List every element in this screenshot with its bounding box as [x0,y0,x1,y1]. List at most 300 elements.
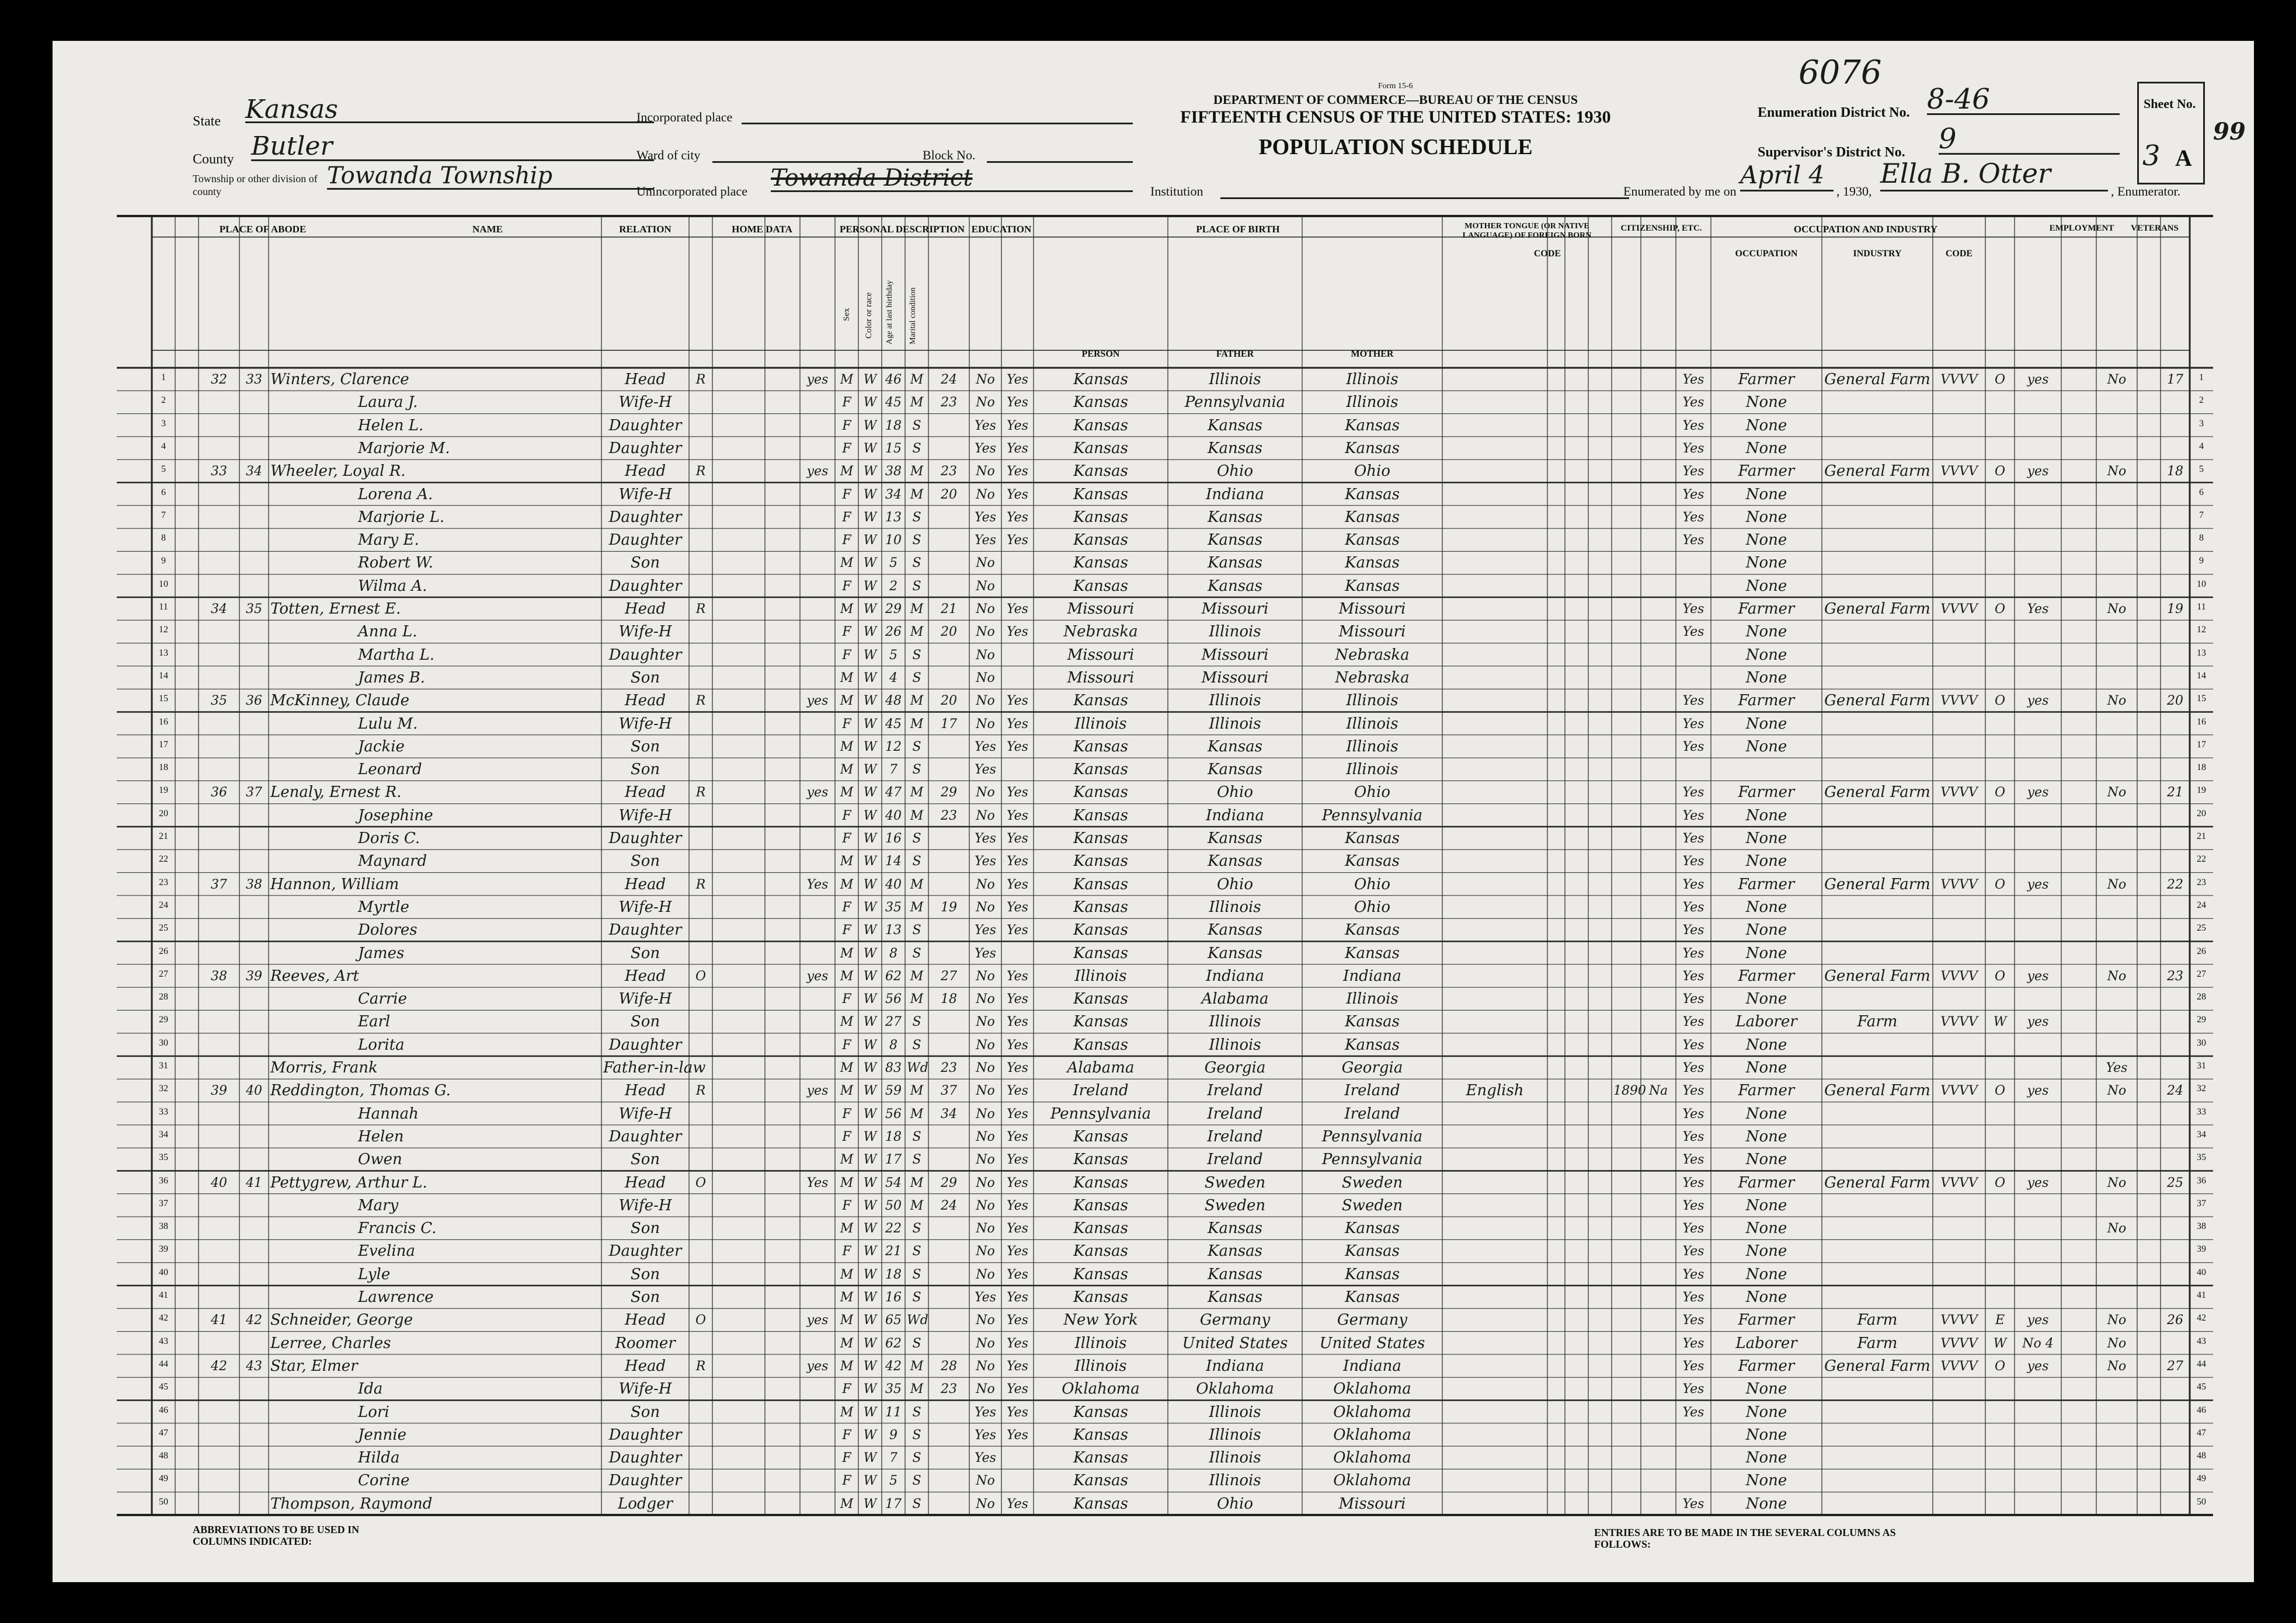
cell-farm: 21 [2167,785,2183,800]
cell-name: Lerree, Charles [270,1334,391,1352]
line-number: 28 [159,992,168,1002]
institution-label: Institution [1150,184,1203,198]
cell-cw: W [1993,1015,2007,1030]
cell-pob: Kansas [1073,944,1128,962]
line-number-right: 24 [2197,900,2206,910]
cell-sch: Yes [975,946,996,961]
cell-mpob: Kansas [1345,1265,1400,1283]
cell-mpob: Kansas [1345,1013,1400,1031]
cell-mpob: Pennsylvania [1321,1127,1423,1145]
cell-eng: Yes [1682,1359,1704,1374]
cell-eng: Yes [1682,441,1704,456]
cell-age: 5 [889,647,897,663]
line-number: 35 [159,1152,168,1163]
cell-ind: General Farm [1824,1357,1930,1375]
cell-age: 22 [885,1221,902,1237]
cell-mar: S [912,1152,921,1168]
cell-pob: Kansas [1073,806,1128,824]
cell-eng: Yes [1682,969,1704,984]
cell-age: 16 [885,831,902,846]
table-row [53,1171,2254,1194]
abbreviations-title: ABBREVIATIONS TO BE USED IN COLUMNS INDICATED: [193,1524,360,1547]
cell-sex: M [840,694,854,709]
cell-read: Yes [1007,418,1028,433]
cell-radio: yes [806,464,829,479]
line-number-right: 15 [2197,694,2206,704]
cell-emp: yes [2027,969,2049,984]
cell-mpob: Ohio [1354,875,1391,893]
cell-mpob: Indiana [1343,967,1401,985]
cell-mar: S [912,1244,921,1259]
cell-radio: Yes [806,877,829,892]
cell-rel: Son [630,1013,660,1031]
cell-vet: No [2107,602,2127,617]
cell-sch: Yes [975,739,996,754]
cell-radio: yes [806,785,829,800]
cell-age: 18 [885,418,902,433]
cell-read: Yes [1007,625,1028,640]
cell-rel: Head [624,1357,666,1375]
cell-mpob: Kansas [1345,531,1400,549]
cell-fpob: Illinois [1209,715,1261,733]
cell-race: W [863,716,877,732]
cell-fpob: Kansas [1208,508,1262,526]
cell-age: 54 [885,1175,902,1190]
table-row [53,528,2254,551]
cell-race: W [863,1451,877,1466]
table-row [53,987,2254,1010]
table-row [53,1377,2254,1400]
cell-mar: S [912,647,921,663]
cell-occ: Laborer [1735,1013,1797,1031]
cell-rel: Wife-H [618,715,672,733]
cell-sex: M [840,739,854,754]
cell-read: Yes [1007,900,1028,915]
table-row [53,437,2254,459]
group-place-of-abode: PLACE OF ABODE [219,224,307,235]
cell-read: Yes [1007,533,1028,548]
cell-sch: No [976,808,995,823]
cell-mpob: Kansas [1345,485,1400,503]
cell-read: Yes [1007,1359,1028,1374]
cell-name: Wilma A. [358,577,427,595]
cell-name: Hilda [358,1449,400,1467]
line-number-right: 10 [2197,579,2206,589]
cell-age: 27 [885,1015,902,1030]
cell-farm: 26 [2167,1313,2183,1328]
line-number-right: 7 [2199,510,2204,520]
line-number: 16 [159,716,168,727]
cell-read: Yes [1007,441,1028,456]
cell-occ: None [1745,1105,1787,1123]
cell-mpob: Oklahoma [1333,1472,1411,1490]
cell-read: Yes [1007,602,1028,617]
cell-race: W [863,647,877,663]
cell-eng: Yes [1682,372,1704,387]
cell-emp: yes [2027,464,2049,479]
cell-mpob: Sweden [1341,1173,1403,1192]
cell-fpob: Kansas [1208,554,1262,572]
table-row [53,620,2254,643]
cell-name: Reddington, Thomas G. [270,1082,451,1100]
cell-fpob: Germany [1199,1311,1271,1329]
cell-eng: Yes [1682,418,1704,433]
cell-fam: 41 [246,1175,262,1190]
group-citizenship: CITIZENSHIP, ETC. [1620,224,1702,233]
cell-agem: 23 [941,1061,957,1075]
line-number: 47 [159,1427,168,1438]
cell-read: Yes [1007,1037,1028,1053]
cell-age: 29 [885,602,902,617]
group-mother-tongue: MOTHER TONGUE (OR NATIVE LANGUAGE) OF FOREIGN BORN [1462,222,1592,240]
cell-vet: No [2107,785,2127,800]
cell-agem: 37 [941,1084,957,1099]
cell-sch: Yes [975,923,996,938]
cell-pob: Nebraska [1063,623,1138,641]
cell-radio: yes [806,1313,829,1328]
table-row [53,1056,2254,1079]
cell-sch: No [976,1336,995,1351]
line-number-right: 21 [2197,831,2206,841]
cell-mar: M [910,372,924,387]
cell-rel: Daughter [608,1242,682,1260]
table-row [53,1469,2254,1492]
line-number: 10 [159,579,168,589]
cell-eng: Yes [1682,992,1704,1007]
cell-name: Lorita [358,1036,405,1054]
cell-mpob: Pennsylvania [1321,806,1423,824]
department-heading: DEPARTMENT OF COMMERCE—BUREAU OF THE CENSUS [1213,92,1578,107]
cell-mpob: Missouri [1338,600,1406,618]
cell-fpob: Illinois [1209,1403,1261,1421]
cell-mpob: Missouri [1338,1495,1406,1513]
cell-fpob: Indiana [1206,806,1264,824]
cell-dw: 41 [211,1313,227,1328]
cell-fpob: Missouri [1201,668,1269,687]
cell-age: 7 [889,1451,897,1466]
cell-ind: General Farm [1824,1173,1930,1192]
cell-rel: Daughter [608,531,682,549]
cell-rel: Wife-H [618,623,672,641]
cell-fpob: Illinois [1209,623,1261,641]
cell-age: 8 [889,946,897,961]
cell-age: 48 [885,694,902,709]
cell-mpob: Illinois [1346,737,1399,755]
cell-eng: Yes [1682,1084,1704,1099]
cell-cw: O [1994,877,2006,892]
cell-name: Myrtle [358,898,409,916]
cell-age: 50 [885,1198,902,1213]
cell-race: W [863,1382,877,1397]
cell-fpob: Illinois [1209,1449,1261,1467]
table-row [53,1125,2254,1148]
cell-fpob: Kansas [1208,416,1262,434]
cell-race: W [863,1359,877,1374]
cell-mpob: Illinois [1346,715,1399,733]
line-number: 45 [159,1382,168,1392]
cell-age: 45 [885,395,902,410]
cell-name: Schneider, George [270,1311,413,1329]
cell-race: W [863,1175,877,1190]
cell-agem: 29 [941,785,957,800]
cell-ind: General Farm [1824,1082,1930,1100]
line-number: 4 [161,441,166,451]
line-number-right: 4 [2199,441,2204,451]
cell-sex: F [842,1427,851,1443]
cell-agem: 21 [941,602,957,617]
cell-rel: Son [630,761,660,779]
cell-read: Yes [1007,854,1028,869]
cell-mar: M [910,1106,924,1122]
line-number-right: 36 [2197,1175,2206,1186]
cell-age: 2 [889,579,897,594]
cell-farm: 20 [2167,694,2183,709]
cell-race: W [863,739,877,754]
table-row [53,804,2254,827]
cell-name: Owen [358,1151,402,1169]
cell-age: 13 [885,510,902,525]
line-number: 33 [159,1106,168,1117]
cell-age: 18 [885,1129,902,1144]
cell-fpob: Kansas [1208,1265,1262,1283]
cell-pob: Kansas [1073,393,1128,412]
table-row [53,758,2254,781]
cell-emp: yes [2027,1313,2049,1328]
line-number: 23 [159,877,168,887]
cell-fpob: Kansas [1208,531,1262,549]
cell-mar: S [912,556,921,571]
form-number: Form 15-6 [1378,82,1413,90]
line-number-right: 9 [2199,556,2204,566]
cell-emp: yes [2027,877,2049,892]
cell-rel: Roomer [615,1334,676,1352]
cell-race: W [863,418,877,433]
line-number-right: 33 [2197,1106,2206,1117]
cell-eng: Yes [1682,1037,1704,1053]
cell-vet: No [2107,877,2127,892]
cell-age: 21 [885,1244,902,1259]
cell-radio: yes [806,1359,829,1374]
cell-mpob: Ohio [1354,898,1391,916]
cell-mpob: Missouri [1338,623,1406,641]
cell-occ: None [1745,737,1787,755]
cell-pob: Kansas [1073,1472,1128,1490]
cell-farm: 18 [2167,464,2183,479]
cell-dw: 39 [211,1084,227,1099]
cell-rel: Wife-H [618,1380,672,1398]
cell-mpob: United States [1319,1334,1425,1352]
cell-fpob: Ireland [1207,1082,1263,1100]
cell-read: Yes [1007,487,1028,502]
cell-occ: None [1745,485,1787,503]
cell-cw: O [1994,1084,2006,1099]
line-number: 39 [159,1244,168,1255]
cell-race: W [863,1290,877,1305]
cell-rel: Head [624,462,666,480]
cell-sch: No [976,1359,995,1374]
cell-mar: S [912,946,921,961]
cell-race: W [863,579,877,594]
cell-rel: Son [630,554,660,572]
state-value: Kansas [245,95,654,123]
cell-read: Yes [1007,1129,1028,1144]
cell-race: W [863,923,877,938]
cell-pob: New York [1063,1311,1138,1329]
cell-race: W [863,441,877,456]
cell-emp: yes [2027,1015,2049,1030]
cell-pob: Kansas [1073,1265,1128,1283]
cell-sex: M [840,854,854,869]
cell-mar: S [912,739,921,754]
cell-fam: 36 [246,694,262,709]
line-number: 8 [161,533,166,544]
cell-agem: 20 [941,487,957,502]
cell-name: Evelina [358,1242,415,1260]
ward-label: Ward of city [636,148,701,162]
cell-mpob: Oklahoma [1333,1426,1411,1444]
cell-age: 59 [885,1084,902,1099]
cell-mar: S [912,533,921,548]
line-number-right: 26 [2197,946,2206,956]
cell-eng: Yes [1682,1313,1704,1328]
cell-occ: None [1745,1380,1787,1398]
cell-fpob: Illinois [1209,1036,1261,1054]
cell-sch: No [976,877,995,892]
cell-eng: Yes [1682,1152,1704,1168]
cell-sex: F [842,1451,851,1466]
cell-agem: 20 [941,625,957,640]
cell-age: 40 [885,808,902,823]
table-row [53,1263,2254,1286]
cell-rel: Head [624,875,666,893]
cell-sex: M [840,946,854,961]
cell-rel: Wife-H [618,1196,672,1214]
cell-rel: Father-in-law [603,1059,706,1077]
table-row [53,368,2254,391]
cell-sch: No [976,785,995,800]
cell-mpob: Kansas [1345,921,1400,939]
column-mother: MOTHER [1351,349,1394,359]
cell-race: W [863,602,877,617]
cell-sch: No [976,625,995,640]
cell-farm: 17 [2167,372,2183,387]
cell-race: W [863,1037,877,1053]
cell-eng: Yes [1682,923,1704,938]
cell-race: W [863,510,877,525]
cell-name: Leonard [358,761,422,779]
cell-fpob: Indiana [1206,967,1264,985]
cell-sex: M [840,762,854,778]
table-row [53,1308,2254,1331]
cell-sex: F [842,808,851,823]
cell-occ: None [1745,554,1787,572]
cell-name: Earl [358,1013,391,1031]
table-row [53,1492,2254,1515]
cell-sch: No [976,1037,995,1053]
cell-read: Yes [1007,1427,1028,1443]
cell-read: Yes [1007,831,1028,846]
line-number-right: 46 [2197,1405,2206,1415]
cell-eng: Yes [1682,1175,1704,1190]
cell-pob: Kansas [1073,1173,1128,1192]
cell-age: 56 [885,1106,902,1122]
line-number: 42 [159,1313,168,1324]
cell-agem: 18 [941,992,957,1007]
cell-eng: Yes [1682,831,1704,846]
unincorporated-value: Towanda District [771,165,1133,192]
cell-occ: Farmer [1738,462,1795,480]
cell-cw: O [1994,969,2006,984]
cell-read: Yes [1007,395,1028,410]
cell-name: Helen [358,1127,404,1145]
cell-eng: Yes [1682,946,1704,961]
table-row [53,1286,2254,1308]
cell-pob: Kansas [1073,1288,1128,1306]
cell-age: 42 [885,1359,902,1374]
cell-sex: M [840,670,854,685]
table-row [53,918,2254,941]
cell-sch: No [976,900,995,915]
cell-sex: M [840,1359,854,1374]
cell-tenure: O [695,969,707,984]
cell-occ: None [1745,439,1787,457]
cell-mpob: Oklahoma [1333,1403,1411,1421]
cell-pob: Kansas [1073,462,1128,480]
cell-name: Totten, Ernest E. [270,600,401,618]
cell-occ: Farmer [1738,1357,1795,1375]
cell-sch: No [976,694,995,709]
cell-occ: Farmer [1738,1311,1795,1329]
cell-rel: Head [624,371,666,388]
cell-ind: Farm [1857,1013,1898,1031]
cell-race: W [863,464,877,479]
column-person: PERSON [1081,349,1120,359]
cell-pob: Kansas [1073,783,1128,802]
cell-occ: Farmer [1738,600,1795,618]
cell-mpob: Kansas [1345,1288,1400,1306]
cell-mpob: Nebraska [1335,668,1410,687]
sheet-value: 3 [2142,140,2161,172]
cell-rel: Daughter [608,1472,682,1490]
table-row [53,689,2254,712]
cell-mar: M [910,808,924,823]
cell-eng: Yes [1682,602,1704,617]
line-number-right: 28 [2197,992,2206,1002]
cell-race: W [863,533,877,548]
cell-sch: No [976,1313,995,1328]
cell-sch: No [976,1267,995,1282]
cell-mpob: Oklahoma [1333,1449,1411,1467]
line-number: 31 [159,1061,168,1071]
line-number-right: 39 [2197,1244,2206,1255]
cell-sch: No [976,1474,995,1489]
cell-sch: No [976,1129,995,1144]
line-number: 14 [159,670,168,681]
cell-rel: Head [624,600,666,618]
cell-sch: No [976,579,995,594]
table-row [53,666,2254,689]
cell-occ: None [1745,1059,1787,1077]
cell-sex: F [842,418,851,433]
cell-sch: No [976,1015,995,1030]
cell-farm: 22 [2167,877,2183,892]
cell-fpob: Kansas [1208,577,1262,595]
cell-read: Yes [1007,1313,1028,1328]
cell-age: 8 [889,1037,897,1053]
cell-mpob: Kansas [1345,830,1400,847]
cell-pob: Kansas [1073,852,1128,870]
cell-eng: Yes [1682,1405,1704,1420]
